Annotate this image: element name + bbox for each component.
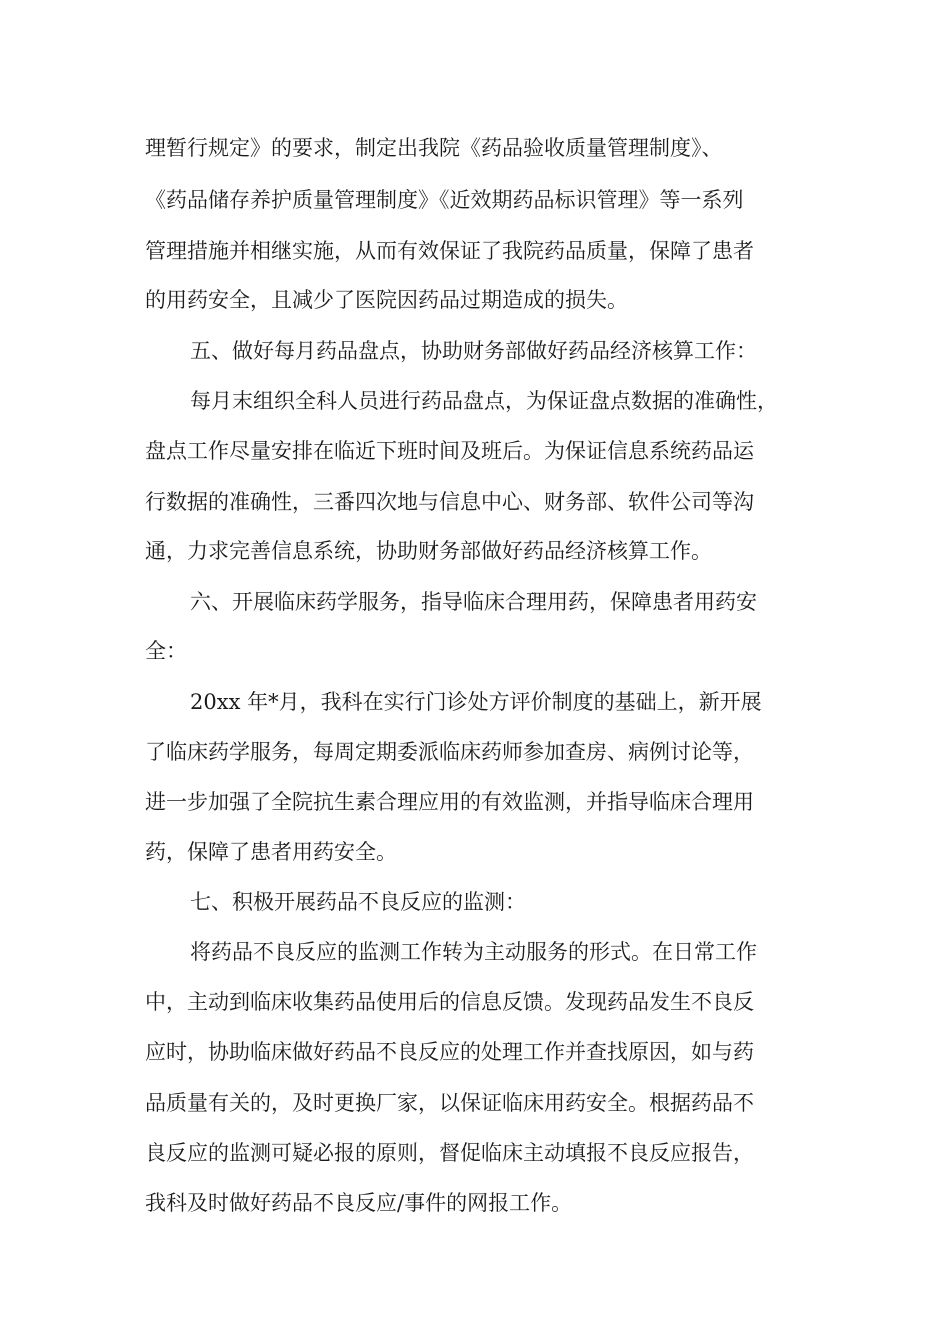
section-heading-7: 七、积极开展药品不良反应的监测：: [190, 890, 526, 914]
text-line: 将药品不良反应的监测工作转为主动服务的形式。在日常工作: [190, 940, 757, 964]
text-line: 理暂行规定》的要求，制定出我院《药品验收质量管理制度》、: [145, 136, 723, 160]
text-line: 20xx 年*月，我科在实行门诊处方评价制度的基础上，新开展: [190, 690, 762, 714]
text-line: 全：: [145, 639, 187, 663]
text-line: 进一步加强了全院抗生素合理应用的有效监测，并指导临床合理用: [145, 790, 754, 814]
section-heading-5: 五、做好每月药品盘点，协助财务部做好药品经济核算工作：: [190, 339, 757, 363]
text-line: 药，保障了患者用药安全。: [145, 840, 397, 864]
section-heading-6: 六、开展临床药学服务，指导临床合理用药，保障患者用药安: [190, 590, 757, 614]
text-line: 《药品储存养护质量管理制度》《近效期药品标识管理》等一系列: [145, 188, 744, 212]
text-line: 盘点工作尽量安排在临近下班时间及班后。为保证信息系统药品运: [145, 439, 754, 463]
text-line: 良反应的监测可疑必报的原则，督促临床主动填报不良反应报告，: [145, 1141, 754, 1165]
text-line: 应时，协助临床做好药品不良反应的处理工作并查找原因，如与药: [145, 1040, 754, 1064]
text-line: 每月末组织全科人员进行药品盘点，为保证盘点数据的准确性，: [190, 389, 778, 413]
text-line: 行数据的准确性，三番四次地与信息中心、财务部、软件公司等沟: [145, 490, 754, 514]
text-line: 了临床药学服务，每周定期委派临床药师参加查房、病例讨论等，: [145, 740, 754, 764]
text-line: 管理措施并相继实施，从而有效保证了我院药品质量，保障了患者: [145, 239, 754, 263]
text-line: 通，力求完善信息系统，协助财务部做好药品经济核算工作。: [145, 539, 712, 563]
text-line: 中，主动到临床收集药品使用后的信息反馈。发现药品发生不良反: [145, 990, 754, 1014]
text-line: 我科及时做好药品不良反应/事件的网报工作。: [145, 1191, 573, 1215]
text-line: 品质量有关的，及时更换厂家，以保证临床用药安全。根据药品不: [145, 1091, 754, 1115]
text-line: 的用药安全，且减少了医院因药品过期造成的损失。: [145, 288, 628, 312]
